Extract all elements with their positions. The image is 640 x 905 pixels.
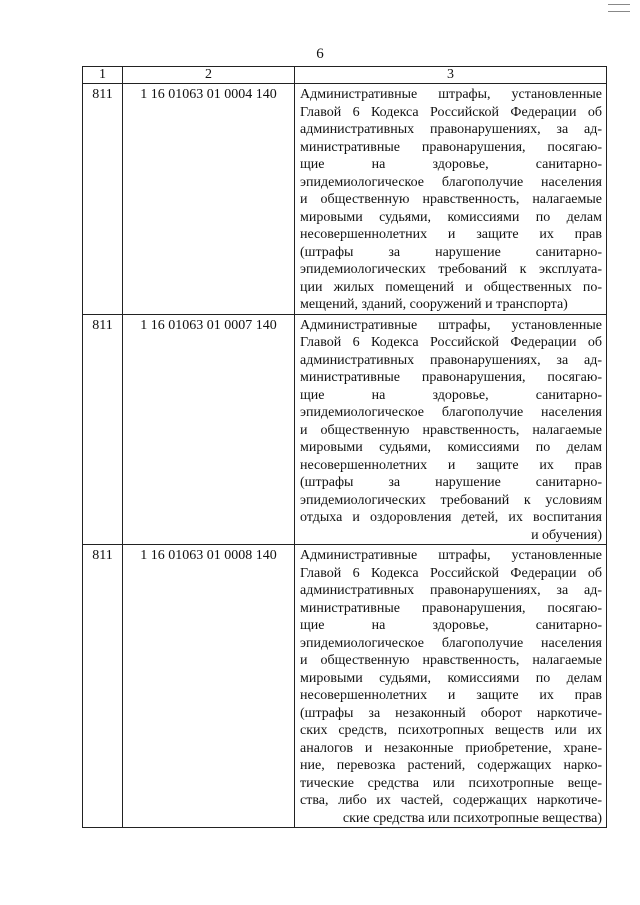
- description-line: несовершеннолетних и защите их прав: [300, 688, 602, 703]
- description-line: административных правонарушениях, за ад-: [300, 122, 602, 137]
- table-row: [83, 314, 607, 545]
- description-line: Главой 6 Кодекса Российской Федерации об: [300, 565, 602, 581]
- description-line: административных правонарушениях, за ад-: [300, 352, 602, 368]
- description-line: ских средств, психотропных веществ или их: [300, 723, 602, 738]
- description-line: отдыха и оздоровления детей, их воспитания: [300, 510, 602, 525]
- description-line: и обучения): [531, 527, 602, 543]
- column-header-1: 1: [83, 67, 123, 84]
- admin-code-cell: 811: [83, 84, 123, 315]
- description-line: несовершеннолетних и защите их прав: [300, 457, 602, 473]
- table-row: [83, 84, 607, 315]
- description-line: и общественную нравственность, налагаемые: [300, 192, 602, 207]
- description-line: ства, либо их частей, содержащих наркотиче-: [300, 793, 602, 808]
- column-header-2: 2: [123, 67, 295, 84]
- description-cell: [295, 314, 607, 545]
- admin-code-cell: 811: [83, 314, 123, 545]
- column-header-3: 3: [295, 67, 607, 84]
- description-line: несовершеннолетних и защите их прав: [300, 227, 602, 242]
- description-line: министративные правонарушения, посягаю-: [300, 370, 602, 385]
- description-line: ции жилых помещений и общественных по-: [300, 279, 602, 295]
- scan-corner-mark: [608, 4, 630, 12]
- description-line: мировыми судьями, комиссиями по делам: [300, 440, 602, 455]
- page-number: 6: [316, 46, 324, 62]
- kbk-code-cell: 1 16 01063 01 0007 140: [123, 314, 295, 545]
- description-line: министративные правонарушения, посягаю-: [300, 600, 602, 616]
- admin-code-cell: 811: [83, 545, 123, 828]
- kbk-table: [82, 66, 607, 828]
- description-line: аналогов и незаконные приобретение, хране-: [300, 740, 602, 756]
- description-line: (штрафы за нарушение санитарно-: [300, 475, 602, 490]
- description-line: (штрафы за нарушение санитарно-: [300, 244, 602, 260]
- description-line: эпидемиологическое благополучие населения: [300, 174, 602, 190]
- description-line: и общественную нравственность, налагаемые: [300, 422, 602, 438]
- table-header-row: [83, 67, 607, 84]
- description-line: эпидемиологических требований к эксплуата-: [300, 262, 602, 277]
- description-line: эпидемиологическое благополучие населения: [300, 405, 602, 420]
- description-line: щие на здоровье, санитарно-: [300, 387, 602, 403]
- description-line: щие на здоровье, санитарно-: [300, 618, 602, 633]
- description-line: ние, перевозка растений, содержащих нарко-: [300, 758, 602, 773]
- description-line: тические средства или психотропные веще-: [300, 775, 602, 791]
- description-line: министративные правонарушения, посягаю-: [300, 139, 602, 155]
- description-line: ские средства или психотропные вещества): [342, 810, 602, 826]
- description-line: эпидемиологическое благополучие населения: [300, 635, 602, 651]
- description-cell: [295, 545, 607, 828]
- description-line: щие на здоровье, санитарно-: [300, 157, 602, 172]
- kbk-code-cell: 1 16 01063 01 0008 140: [123, 545, 295, 828]
- description-line: (штрафы за незаконный оборот наркотиче-: [300, 705, 602, 721]
- description-line: мировыми судьями, комиссиями по делам: [300, 670, 602, 686]
- description-cell: [295, 84, 607, 315]
- description-line: мещений, зданий, сооружений и транспорта): [300, 297, 568, 312]
- description-line: административных правонарушениях, за ад-: [300, 583, 602, 598]
- table-row: [83, 545, 607, 828]
- description-line: Главой 6 Кодекса Российской Федерации об: [300, 104, 602, 120]
- description-line: эпидемиологических требований к условиям: [300, 492, 602, 508]
- description-line: Административные штрафы, установленные: [300, 87, 602, 102]
- description-line: мировыми судьями, комиссиями по делам: [300, 209, 602, 225]
- description-line: Административные штрафы, установленные: [300, 548, 602, 563]
- description-line: Административные штрафы, установленные: [300, 317, 602, 333]
- kbk-code-cell: 1 16 01063 01 0004 140: [123, 84, 295, 315]
- description-line: Главой 6 Кодекса Российской Федерации об: [300, 335, 602, 350]
- description-line: и общественную нравственность, налагаемые: [300, 653, 602, 668]
